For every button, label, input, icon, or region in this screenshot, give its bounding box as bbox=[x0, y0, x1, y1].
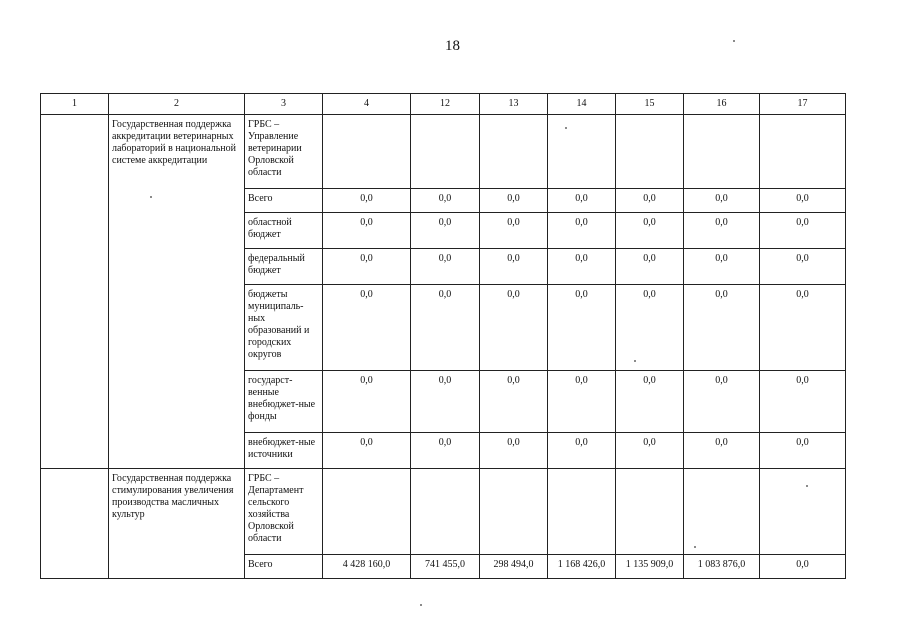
value-cell: 0,0 bbox=[323, 371, 411, 433]
funding-source-cell: бюджеты муниципаль-ных образований и городских округов bbox=[245, 285, 323, 371]
page-number: 18 bbox=[445, 38, 460, 54]
funding-source-cell: государст-венные внебюджет-ные фонды bbox=[245, 371, 323, 433]
scan-speck bbox=[420, 604, 422, 606]
value-cell: 0,0 bbox=[480, 371, 548, 433]
value-cell: 741 455,0 bbox=[411, 555, 480, 579]
funding-source-cell: областной бюджет bbox=[245, 213, 323, 249]
col-header-17: 17 bbox=[760, 94, 846, 115]
value-cell: 0,0 bbox=[548, 371, 616, 433]
scan-speck bbox=[694, 546, 696, 548]
value-cell: 0,0 bbox=[480, 213, 548, 249]
value-cell: 0,0 bbox=[684, 189, 760, 213]
value-cell: 0,0 bbox=[616, 213, 684, 249]
value-cell: 0,0 bbox=[760, 213, 846, 249]
funding-source-cell: федеральный бюджет bbox=[245, 249, 323, 285]
value-cell: 0,0 bbox=[480, 249, 548, 285]
measure-cell: Государственная поддержка аккредитации ветеринарных лабораторий в национальной системе аккредитации bbox=[109, 115, 245, 469]
value-cell: 0,0 bbox=[616, 371, 684, 433]
value-cell: 0,0 bbox=[323, 433, 411, 469]
empty-index-cell bbox=[41, 469, 109, 579]
value-cell: 0,0 bbox=[411, 249, 480, 285]
grbs-cell: ГРБС – Департамент сельского хозяйства Орловской области bbox=[245, 469, 323, 555]
value-cell: 0,0 bbox=[684, 249, 760, 285]
col-header-15: 15 bbox=[616, 94, 684, 115]
value-cell: 0,0 bbox=[411, 213, 480, 249]
value-cell: 1 083 876,0 bbox=[684, 555, 760, 579]
funding-source-cell: внебюджет-ные источники bbox=[245, 433, 323, 469]
value-cell: 1 168 426,0 bbox=[548, 555, 616, 579]
value-cell: 0,0 bbox=[411, 189, 480, 213]
funding-source-cell: Всего bbox=[245, 189, 323, 213]
value-cell: 1 135 909,0 bbox=[616, 555, 684, 579]
value-cell: 0,0 bbox=[548, 189, 616, 213]
value-cell: 0,0 bbox=[480, 285, 548, 371]
value-cell: 0,0 bbox=[323, 285, 411, 371]
scan-speck bbox=[806, 485, 808, 487]
col-header-2: 2 bbox=[109, 94, 245, 115]
value-cell: 4 428 160,0 bbox=[323, 555, 411, 579]
value-cell: 0,0 bbox=[760, 371, 846, 433]
value-cell: 0,0 bbox=[411, 285, 480, 371]
value-cell: 0,0 bbox=[548, 433, 616, 469]
value-cell: 0,0 bbox=[684, 285, 760, 371]
grbs-row bbox=[41, 115, 846, 189]
grbs-cell: ГРБС – Управление ветеринарии Орловской области bbox=[245, 115, 323, 189]
value-cell: 0,0 bbox=[684, 213, 760, 249]
scan-speck bbox=[733, 40, 735, 42]
value-cell: 0,0 bbox=[616, 433, 684, 469]
col-header-1: 1 bbox=[41, 94, 109, 115]
scan-speck bbox=[565, 127, 567, 129]
value-cell: 0,0 bbox=[760, 249, 846, 285]
grbs-row bbox=[41, 469, 846, 555]
value-cell: 0,0 bbox=[760, 189, 846, 213]
value-cell: 0,0 bbox=[480, 189, 548, 213]
col-header-3: 3 bbox=[245, 94, 323, 115]
value-cell: 0,0 bbox=[548, 213, 616, 249]
scan-speck bbox=[634, 360, 636, 362]
header-row bbox=[41, 94, 846, 115]
col-header-12: 12 bbox=[411, 94, 480, 115]
col-header-4: 4 bbox=[323, 94, 411, 115]
scan-speck bbox=[150, 196, 152, 198]
value-cell: 0,0 bbox=[616, 285, 684, 371]
value-cell: 0,0 bbox=[616, 249, 684, 285]
funding-source-cell: Всего bbox=[245, 555, 323, 579]
empty-index-cell bbox=[41, 115, 109, 469]
col-header-14: 14 bbox=[548, 94, 616, 115]
value-cell: 0,0 bbox=[684, 371, 760, 433]
value-cell: 0,0 bbox=[548, 285, 616, 371]
col-header-16: 16 bbox=[684, 94, 760, 115]
value-cell: 0,0 bbox=[760, 433, 846, 469]
value-cell: 0,0 bbox=[411, 371, 480, 433]
value-cell: 0,0 bbox=[480, 433, 548, 469]
col-header-13: 13 bbox=[480, 94, 548, 115]
value-cell: 0,0 bbox=[684, 433, 760, 469]
budget-table bbox=[40, 93, 846, 579]
value-cell: 298 494,0 bbox=[480, 555, 548, 579]
value-cell: 0,0 bbox=[323, 249, 411, 285]
value-cell: 0,0 bbox=[548, 249, 616, 285]
value-cell: 0,0 bbox=[760, 555, 846, 579]
value-cell: 0,0 bbox=[760, 285, 846, 371]
value-cell: 0,0 bbox=[411, 433, 480, 469]
measure-cell: Государственная поддержка стимулирования увеличения производства масличных культур bbox=[109, 469, 245, 579]
value-cell: 0,0 bbox=[616, 189, 684, 213]
value-cell: 0,0 bbox=[323, 189, 411, 213]
value-cell: 0,0 bbox=[323, 213, 411, 249]
